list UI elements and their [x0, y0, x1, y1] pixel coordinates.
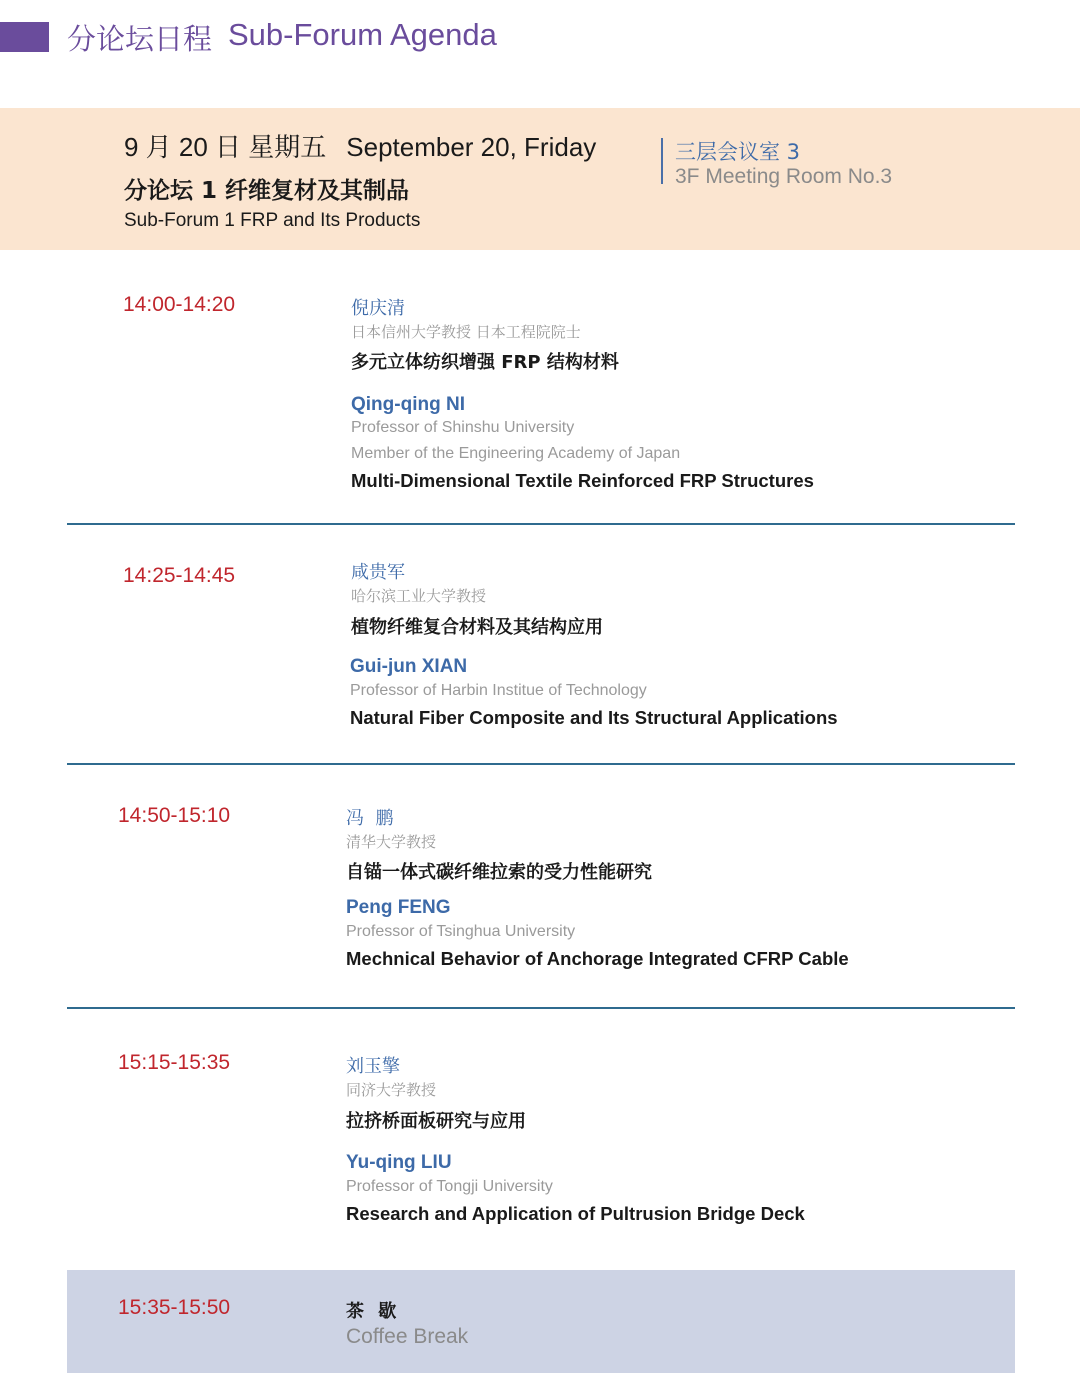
speaker-affiliation-en: Professor of Shinshu University	[351, 419, 575, 436]
break-time: 15:35-15:50	[118, 1296, 231, 1319]
page-title-cn: 分论坛日程	[67, 22, 213, 56]
session-divider	[67, 763, 1015, 765]
session-time: 14:25-14:45	[123, 564, 236, 587]
speaker-affiliation-cn: 清华大学教授	[346, 833, 437, 851]
room-en: 3F Meeting Room No.3	[675, 165, 893, 188]
break-label-cn: 茶 歇	[346, 1301, 397, 1322]
page-title-en: Sub-Forum Agenda	[228, 17, 497, 52]
coffee-break-band	[67, 1270, 1015, 1373]
session-time: 14:50-15:10	[118, 804, 231, 827]
talk-title-cn: 拉挤桥面板研究与应用	[346, 1111, 526, 1132]
speaker-name-en: Gui-jun XIAN	[350, 656, 468, 677]
session-divider	[67, 1007, 1015, 1009]
date-line	[124, 127, 596, 164]
speaker-affiliation-cn: 哈尔滨工业大学教授	[351, 587, 487, 605]
speaker-name-en: Peng FENG	[346, 897, 451, 918]
speaker-affiliation-en: Member of the Engineering Academy of Japan	[351, 445, 681, 462]
speaker-affiliation-cn: 日本信州大学教授 日本工程院院士	[351, 323, 581, 341]
talk-title-en: Natural Fiber Composite and Its Structural Applications	[350, 707, 838, 728]
break-label-en: Coffee Break	[346, 1325, 469, 1348]
talk-title-cn: 植物纤维复合材料及其结构应用	[351, 617, 603, 638]
speaker-name-cn: 咸贵军	[351, 562, 405, 583]
session-time: 15:15-15:35	[118, 1051, 231, 1074]
forum-title-cn: 分论坛 1 纤维复材及其制品	[124, 178, 410, 204]
session-divider	[67, 523, 1015, 525]
speaker-name-cn: 刘玉擎	[346, 1056, 400, 1077]
speaker-affiliation-cn: 同济大学教授	[346, 1081, 437, 1099]
room-divider	[661, 138, 663, 184]
talk-title-en: Research and Application of Pultrusion Bridge Deck	[346, 1203, 805, 1224]
speaker-name-en: Qing-qing NI	[351, 394, 465, 415]
speaker-name-cn: 冯 鹏	[346, 808, 394, 829]
title-accent-bar	[0, 22, 49, 52]
date-cn: 9 月 20 日 星期五	[124, 132, 327, 162]
talk-title-en: Multi-Dimensional Textile Reinforced FRP Structures	[351, 470, 814, 491]
date-en: September 20, Friday	[346, 132, 597, 162]
forum-title-en: Sub-Forum 1 FRP and Its Products	[124, 210, 421, 231]
speaker-affiliation-en: Professor of Harbin Institue of Technology	[350, 682, 647, 699]
speaker-name-cn: 倪庆清	[351, 298, 405, 319]
talk-title-en: Mechnical Behavior of Anchorage Integrated CFRP Cable	[346, 948, 849, 969]
room-cn: 三层会议室 3	[675, 140, 801, 164]
session-time: 14:00-14:20	[123, 293, 236, 316]
talk-title-cn: 多元立体纺织增强 FRP 结构材料	[351, 352, 619, 373]
speaker-affiliation-en: Professor of Tongji University	[346, 1178, 553, 1195]
speaker-name-en: Yu-qing LIU	[346, 1152, 452, 1173]
talk-title-cn: 自锚一体式碳纤维拉索的受力性能研究	[346, 862, 652, 883]
speaker-affiliation-en: Professor of Tsinghua University	[346, 923, 576, 940]
